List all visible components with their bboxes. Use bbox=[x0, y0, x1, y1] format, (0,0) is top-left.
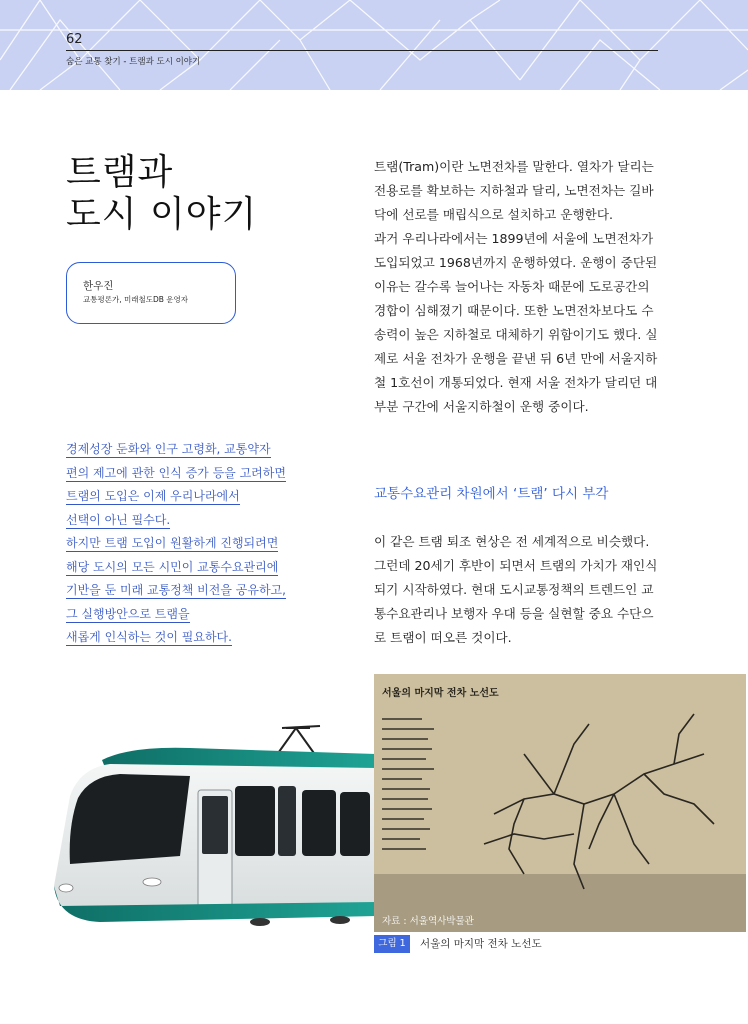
pull-quote-line: 그 실행방안으로 트램을 bbox=[66, 606, 190, 621]
body-text-bottom bbox=[374, 530, 659, 650]
author-role: 교통평론가, 미래철도DB 운영자 bbox=[83, 295, 189, 304]
page-number: 62 bbox=[66, 32, 83, 47]
photo-source: 자료 : 서울역사박물관 bbox=[382, 916, 474, 927]
pull-quote-line: 선택이 아닌 필수다. bbox=[66, 512, 171, 527]
author-name: 한우진 bbox=[83, 280, 114, 292]
figure-caption: 서울의 마지막 전차 노선도 bbox=[420, 938, 542, 950]
pull-quote-line: 기반을 둔 미래 교통정책 비전을 공유하고, bbox=[66, 583, 286, 597]
tram-illustration bbox=[40, 716, 376, 941]
body-text-top bbox=[374, 155, 659, 419]
pull-quote-line: 새롭게 인식하는 것이 필요하다. bbox=[66, 630, 232, 644]
header-rule bbox=[66, 50, 658, 51]
pull-quote-line: 하지만 트램 도입이 원활하게 진행되려면 bbox=[66, 536, 279, 550]
author-box bbox=[66, 262, 236, 324]
pull-quote-line: 트램의 도입은 이제 우리나라에서 bbox=[66, 489, 240, 503]
article-title-line2: 도시 이야기 bbox=[66, 194, 258, 235]
pull-quote-line: 편의 제고에 관한 인식 증가 등을 고려하면 bbox=[66, 465, 286, 480]
article-title-line1: 트램과 bbox=[66, 152, 174, 193]
section-heading: 교통수요관리 차원에서 ‘트램’ 다시 부각 bbox=[374, 486, 609, 502]
header-pattern bbox=[0, 0, 748, 90]
header-band bbox=[0, 0, 748, 90]
article-title bbox=[66, 152, 257, 236]
breadcrumb: 숨은 교통 찾기 - 트램과 도시 이야기 bbox=[66, 57, 201, 67]
route-map-drawing bbox=[374, 674, 746, 932]
route-map-photo bbox=[374, 674, 746, 932]
photo-title: 서울의 마지막 전차 노선도 bbox=[382, 688, 499, 699]
body-paragraph-3: 이 같은 트램 퇴조 현상은 전 세계적으로 비슷했다. 그런데 20세기 후반이 되면서 트램의 가치가 재인식되기 시작하였다. 현대 도시교통정책의 트렌드인 교통수요관리나 보행자 우대 등을 실현할 중요 수단으로 트램이 떠오른 것이다. bbox=[374, 534, 658, 645]
pull-quote bbox=[66, 438, 306, 650]
pull-quote-line: 해당 도시의 모든 시민이 교통수요관리에 bbox=[66, 559, 279, 574]
body-paragraph-1: 트램(Tram)이란 노면전차를 말한다. 열차가 달리는 전용로를 확보하는 지하철과 달리, 노면전차는 길바닥에 선로를 매립식으로 설치하고 운행한다. bbox=[374, 159, 654, 222]
figure-label: 그림 1 bbox=[374, 935, 410, 953]
pull-quote-line: 경제성장 둔화와 인구 고령화, 교통약자 bbox=[66, 442, 271, 456]
body-paragraph-2: 과거 우리나라에서는 1899년에 서울에 노면전차가 도입되었고 1968년까지 운행하였다. 운행이 중단된 이유는 갈수록 늘어나는 자동차 때문에 도로공간의 경합이 심해졌기 때문이다. 또한 노면전차보다도 수송력이 높은 지하철로 대체하기 위함이기도 했다. 실제로 서울 전차가 운행을 끝낸 뒤 6년 만에 서울지하철 1호선이 개통되었다. 현재 서울 전차가 달리던 대부분 구간에 서울지하철이 운행 중이다. bbox=[374, 231, 658, 414]
